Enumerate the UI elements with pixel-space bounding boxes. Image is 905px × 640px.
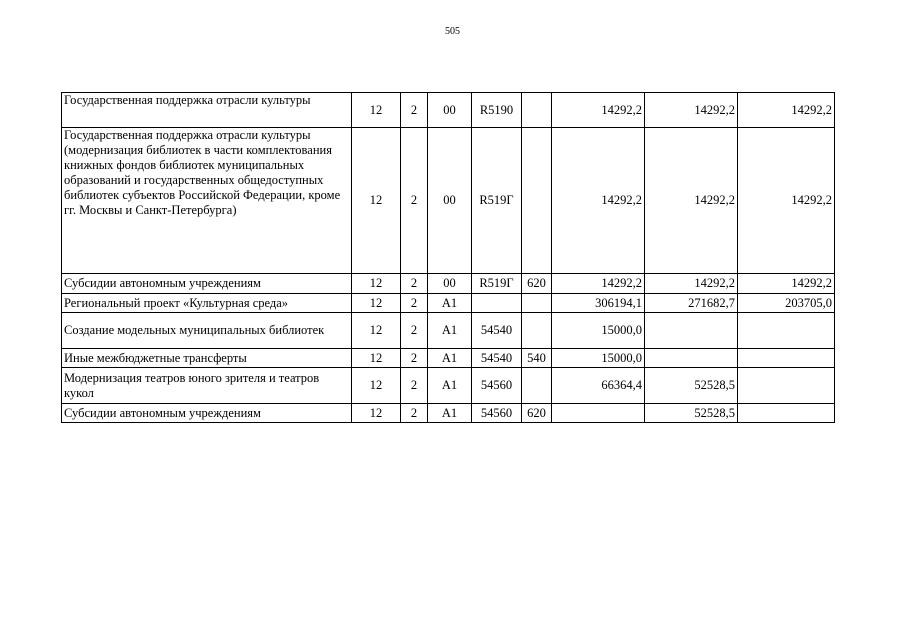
- section-code: 12: [352, 349, 401, 368]
- amount-year-1: 14292,2: [552, 274, 645, 294]
- section-code: 12: [352, 294, 401, 313]
- expense-type-code: [522, 313, 552, 349]
- target-article-code: R519Г: [472, 128, 522, 274]
- amount-year-3: 14292,2: [738, 93, 835, 128]
- section-code: 12: [352, 274, 401, 294]
- expense-type-code: [522, 294, 552, 313]
- program-code: А1: [428, 349, 472, 368]
- section-code: 12: [352, 93, 401, 128]
- item-name: Модернизация театров юного зрителя и театров кукол: [62, 368, 352, 404]
- table-row: [62, 128, 835, 274]
- program-code: А1: [428, 313, 472, 349]
- item-name: Иные межбюджетные трансферты: [62, 349, 352, 368]
- amount-year-1: 15000,0: [552, 313, 645, 349]
- amount-year-3: [738, 368, 835, 404]
- program-code: 00: [428, 274, 472, 294]
- item-name: Субсидии автономным учреждениям: [62, 404, 352, 423]
- subsection-code: 2: [401, 349, 428, 368]
- amount-year-1: 15000,0: [552, 349, 645, 368]
- amount-year-2: 14292,2: [645, 128, 738, 274]
- program-code: А1: [428, 404, 472, 423]
- subsection-code: 2: [401, 294, 428, 313]
- program-code: 00: [428, 93, 472, 128]
- page-number: 505: [445, 26, 460, 37]
- subsection-code: 2: [401, 404, 428, 423]
- amount-year-2: 14292,2: [645, 274, 738, 294]
- table-row: [62, 313, 835, 349]
- target-article-code: R519Г: [472, 274, 522, 294]
- expense-type-code: 620: [522, 274, 552, 294]
- item-name: Региональный проект «Культурная среда»: [62, 294, 352, 313]
- amount-year-1: 14292,2: [552, 93, 645, 128]
- program-code: А1: [428, 294, 472, 313]
- table-row: [62, 349, 835, 368]
- amount-year-2: 271682,7: [645, 294, 738, 313]
- amount-year-2: 14292,2: [645, 93, 738, 128]
- amount-year-3: 14292,2: [738, 128, 835, 274]
- subsection-code: 2: [401, 313, 428, 349]
- table-row: [62, 404, 835, 423]
- table-row: [62, 368, 835, 404]
- program-code: 00: [428, 128, 472, 274]
- amount-year-3: [738, 349, 835, 368]
- amount-year-3: 14292,2: [738, 274, 835, 294]
- table-row: [62, 274, 835, 294]
- subsection-code: 2: [401, 128, 428, 274]
- subsection-code: 2: [401, 368, 428, 404]
- amount-year-2: [645, 349, 738, 368]
- subsection-code: 2: [401, 93, 428, 128]
- target-article-code: R5190: [472, 93, 522, 128]
- expense-type-code: 620: [522, 404, 552, 423]
- program-code: А1: [428, 368, 472, 404]
- amount-year-3: [738, 313, 835, 349]
- section-code: 12: [352, 313, 401, 349]
- item-name: Государственная поддержка отрасли культуры: [62, 93, 352, 128]
- amount-year-3: 203705,0: [738, 294, 835, 313]
- target-article-code: 54560: [472, 404, 522, 423]
- amount-year-1: [552, 404, 645, 423]
- expense-type-code: 540: [522, 349, 552, 368]
- expense-type-code: [522, 128, 552, 274]
- target-article-code: 54560: [472, 368, 522, 404]
- amount-year-1: 14292,2: [552, 128, 645, 274]
- expense-type-code: [522, 93, 552, 128]
- amount-year-2: 52528,5: [645, 368, 738, 404]
- budget-table: [61, 92, 835, 423]
- expense-type-code: [522, 368, 552, 404]
- subsection-code: 2: [401, 274, 428, 294]
- amount-year-2: 52528,5: [645, 404, 738, 423]
- amount-year-1: 66364,4: [552, 368, 645, 404]
- target-article-code: 54540: [472, 313, 522, 349]
- item-name: Субсидии автономным учреждениям: [62, 274, 352, 294]
- item-name: Государственная поддержка отрасли культуры (модернизация библиотек в части комплектования книжных фондов библиотек муниципальных образований и государственных общедоступных библиотек субъектов Российской Федерации, кроме гг. Москвы и Санкт-Петербурга): [62, 128, 352, 274]
- table-row: [62, 294, 835, 313]
- item-name: Создание модельных муниципальных библиотек: [62, 313, 352, 349]
- amount-year-3: [738, 404, 835, 423]
- section-code: 12: [352, 128, 401, 274]
- section-code: 12: [352, 404, 401, 423]
- table-row: [62, 93, 835, 128]
- amount-year-2: [645, 313, 738, 349]
- section-code: 12: [352, 368, 401, 404]
- amount-year-1: 306194,1: [552, 294, 645, 313]
- target-article-code: [472, 294, 522, 313]
- target-article-code: 54540: [472, 349, 522, 368]
